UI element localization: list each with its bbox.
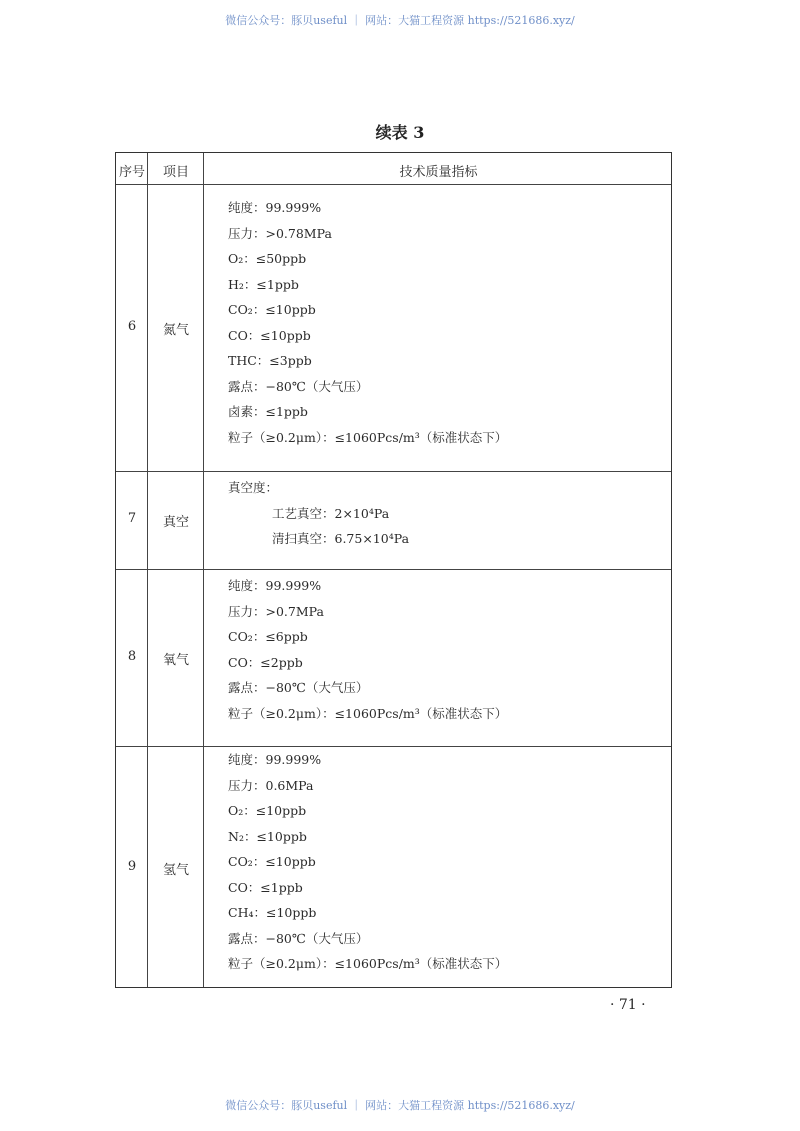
spec-line: N₂：≤10ppb (228, 828, 307, 844)
row-number: 6 (127, 319, 137, 334)
row-item: 氧气 (162, 652, 189, 668)
spec-line: THC：≤3ppb (228, 353, 312, 368)
spec-line: CO：≤1ppb (228, 879, 303, 895)
spec-line: 清扫真空：6.75×10⁴Pa (272, 531, 410, 546)
row-number: 7 (127, 511, 137, 526)
row-item: 氮气 (162, 323, 189, 338)
row-divider (116, 471, 671, 472)
spec-line: 压力：>0.7MPa (228, 603, 324, 619)
row-number: 8 (127, 648, 137, 664)
spec-line: 纯度：99.999% (228, 200, 322, 215)
watermark-top: 微信公众号：豚贝useful ｜ 网站：大猫工程资源 https://521686.xyz/ (225, 14, 575, 27)
header-spec: 技术质量指标 (399, 165, 478, 180)
spec-line: 粒子（≥0.2μm）：≤1060Pcs/m³（标准状态下） (228, 956, 508, 971)
row-item: 真空 (162, 515, 189, 530)
page-number: · 71 · (610, 997, 646, 1013)
header-divider (116, 184, 671, 185)
spec-table (115, 152, 672, 988)
spec-line: 卤素：≤1ppb (228, 404, 308, 419)
row-item: 氢气 (162, 862, 189, 878)
table-title: 续表 3 (375, 123, 425, 142)
spec-line: 露点：−80℃（大气压） (228, 680, 369, 695)
spec-line: CO：≤2ppb (228, 654, 303, 670)
spec-line: 压力：0.6MPa (228, 777, 314, 793)
row-number: 9 (127, 858, 137, 874)
spec-line: 粒子（≥0.2μm）：≤1060Pcs/m³（标准状态下） (228, 705, 508, 721)
spec-line: O₂：≤50ppb (228, 251, 307, 266)
spec-line: 露点：−80℃（大气压） (228, 930, 369, 946)
spec-line: CO₂：≤6ppb (228, 629, 308, 644)
watermark-bottom: 微信公众号：豚贝useful ｜ 网站：大猫工程资源 https://521686.xyz/ (225, 1099, 575, 1112)
spec-line: CH₄：≤10ppb (228, 905, 317, 920)
header-item: 项目 (162, 165, 189, 180)
spec-line: H₂：≤1ppb (228, 276, 299, 292)
spec-line: O₂：≤10ppb (228, 803, 307, 818)
spec-line: 露点：−80℃（大气压） (228, 378, 369, 394)
spec-line: 粒子（≥0.2μm）：≤1060Pcs/m³（标准状态下） (228, 429, 508, 445)
spec-line: 纯度：99.999% (228, 752, 322, 767)
row-divider (116, 746, 671, 747)
spec-line: CO₂：≤10ppb (228, 854, 316, 869)
spec-line: CO₂：≤10ppb (228, 302, 316, 317)
spec-line: 纯度：99.999% (228, 578, 322, 593)
spec-line: 压力：>0.78MPa (228, 225, 332, 241)
spec-line: 真空度： (228, 480, 279, 495)
row-divider (116, 569, 671, 570)
header-num: 序号 (118, 165, 145, 180)
spec-line: 工艺真空：2×10⁴Pa (272, 505, 390, 521)
spec-line: CO：≤10ppb (228, 327, 311, 343)
